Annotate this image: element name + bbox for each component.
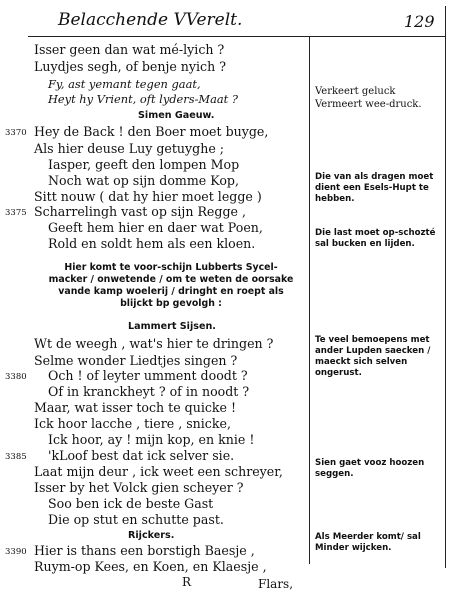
verse-line: Wt de weegh , wat's hier te dringen ? bbox=[34, 336, 274, 351]
running-title: Belacchende VVerelt. bbox=[58, 10, 243, 30]
margin-note: Die van als dragen moet dient een Esels-Hupt te hebben. bbox=[315, 172, 434, 204]
line-number: 3385 bbox=[5, 452, 27, 462]
header-rule bbox=[28, 36, 446, 37]
verse-line: 'kLoof best dat ick selver sie. bbox=[48, 448, 235, 463]
verse-line: Geeft hem hier en daer wat Poen, bbox=[48, 220, 263, 235]
speaker-name: Simen Gaeuw. bbox=[138, 110, 215, 121]
speaker-name: Lammert Sijsen. bbox=[128, 321, 216, 332]
verse-line: Hier is thans een borstigh Baesje , bbox=[34, 543, 255, 558]
verse-line: Soo ben ick de beste Gast bbox=[48, 496, 214, 511]
verse-line: Och ! of leyter umment doodt ? bbox=[48, 368, 248, 383]
margin-note: Te veel bemoepens met ander Lupden saecken / maeckt sich selven ongerust. bbox=[315, 335, 431, 378]
verse-line: Hey de Back ! den Boer moet buyge, bbox=[34, 124, 269, 139]
verse-line: Isser geen dan wat mé-lyich ? bbox=[34, 42, 225, 57]
verse-line: Ruym-op Kees, en Koen, en Klaesje , bbox=[34, 559, 267, 574]
verse-line: Iasper, geeft den lompen Mop bbox=[48, 157, 240, 172]
margin-note: Verkeert geluck bbox=[315, 86, 396, 97]
verse-line: Ick hoor, ay ! mijn kop, en knie ! bbox=[48, 432, 255, 447]
stage-direction: Hier komt te voor-schijn Lubberts Sycel-macker / onwetende / om te weten de oorsake vande kamp woelerij / dringht en roept als blijckt bp gevolgh : bbox=[48, 262, 294, 309]
speaker-name: Rijckers. bbox=[128, 530, 175, 541]
verse-line: Heyt hy Vrient, oft lyders-Maat ? bbox=[48, 92, 238, 106]
line-number: 3390 bbox=[5, 547, 27, 557]
margin-rule bbox=[309, 36, 310, 564]
verse-line: Selme wonder Liedtjes singen ? bbox=[34, 353, 238, 368]
line-number: 3380 bbox=[5, 372, 27, 382]
verse-line: Of in kranckheyt ? of in noodt ? bbox=[48, 384, 250, 399]
margin-note: Sien gaet vooz hoozen seggen. bbox=[315, 458, 425, 479]
verse-line: Noch wat op sijn domme Kop, bbox=[48, 173, 239, 188]
verse-line: Scharrelingh vast op sijn Regge , bbox=[34, 204, 246, 219]
catchword: Flars, bbox=[258, 577, 294, 591]
margin-note: Als Meerder komt/ sal Minder wijcken. bbox=[315, 532, 421, 553]
line-number: 3370 bbox=[5, 128, 27, 138]
margin-note: Vermeert wee-druck. bbox=[315, 99, 422, 110]
verse-line: Ick hoor lacche , tiere , snicke, bbox=[34, 416, 231, 431]
verse-line: Maar, wat isser toch te quicke ! bbox=[34, 400, 237, 415]
verse-line: Rold en soldt hem als een kloen. bbox=[48, 236, 256, 251]
verse-line: Isser by het Volck gien scheyer ? bbox=[34, 480, 244, 495]
line-number: 3375 bbox=[5, 208, 27, 218]
page-number: 129 bbox=[404, 12, 435, 31]
margin-note: Die last moet op-schozté sal bucken en lijden. bbox=[315, 228, 436, 249]
verse-line: Die op stut en schutte past. bbox=[48, 512, 224, 527]
verse-line: Als hier deuse Luy getuyghe ; bbox=[34, 141, 225, 156]
verse-line: Laat mijn deur , ick weet een schreyer, bbox=[34, 464, 283, 479]
signature-mark: R bbox=[182, 575, 192, 589]
verse-line: Luydjes segh, of benje nyich ? bbox=[34, 59, 226, 74]
verse-line: Fy, ast yemant tegen gaat, bbox=[48, 77, 201, 91]
verse-line: Sitt nouw ( dat hy hier moet legge ) bbox=[34, 189, 262, 204]
